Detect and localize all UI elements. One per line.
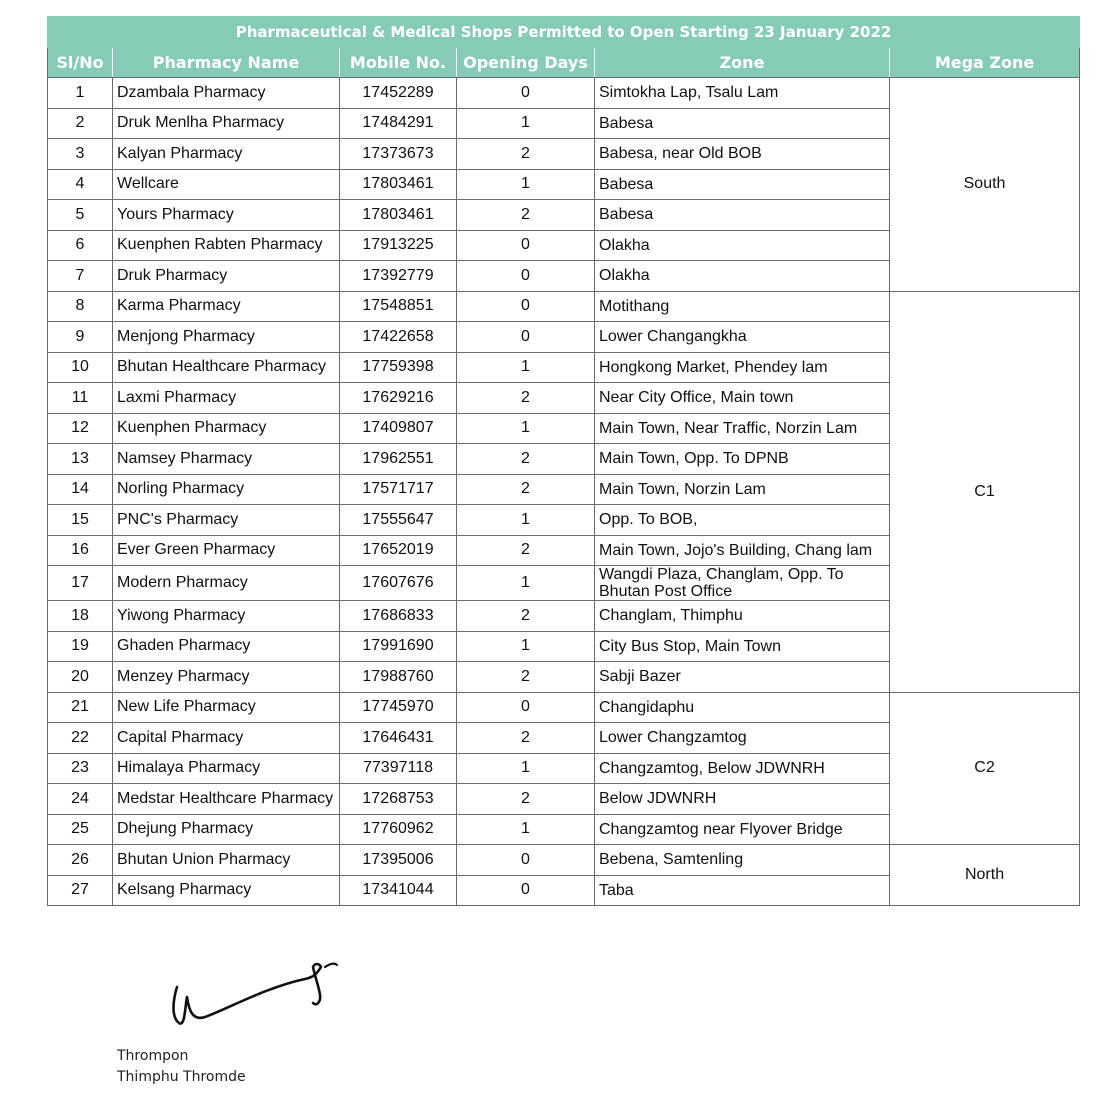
table-header-row — [48, 48, 1080, 78]
zone-cell: Lower Changangkha — [595, 322, 890, 353]
pharmacy-name-cell: Karma Pharmacy — [113, 291, 340, 322]
zone-cell: Sabji Bazer — [595, 662, 890, 693]
document — [47, 16, 1079, 906]
sl-no-cell: 6 — [48, 230, 113, 261]
pharmacy-name-cell: Dzambala Pharmacy — [113, 78, 340, 109]
opening-days-cell: 0 — [457, 230, 595, 261]
mobile-no-cell: 17571717 — [340, 474, 457, 505]
opening-days-cell: 1 — [457, 566, 595, 601]
pharmacy-name-cell: PNC's Pharmacy — [113, 505, 340, 536]
mobile-no-cell: 17452289 — [340, 78, 457, 109]
mobile-no-cell: 17629216 — [340, 383, 457, 414]
sl-no-cell: 16 — [48, 535, 113, 566]
mega-zone-cell: C2 — [890, 692, 1080, 845]
pharmacy-name-cell: Capital Pharmacy — [113, 723, 340, 754]
sl-no-cell: 8 — [48, 291, 113, 322]
opening-days-cell: 1 — [457, 814, 595, 845]
pharmacy-name-cell: Modern Pharmacy — [113, 566, 340, 601]
opening-days-cell: 2 — [457, 784, 595, 815]
pharmacy-name-cell: Yiwong Pharmacy — [113, 601, 340, 632]
opening-days-cell: 2 — [457, 601, 595, 632]
sl-no-cell: 11 — [48, 383, 113, 414]
mobile-no-cell: 17341044 — [340, 875, 457, 906]
sl-no-cell: 15 — [48, 505, 113, 536]
zone-cell: Main Town, Opp. To DPNB — [595, 444, 890, 475]
mobile-no-cell: 17555647 — [340, 505, 457, 536]
opening-days-cell: 1 — [457, 169, 595, 200]
zone-cell: Hongkong Market, Phendey lam — [595, 352, 890, 383]
signatory — [117, 1046, 246, 1088]
zone-cell: Motithang — [595, 291, 890, 322]
header-zone: Zone — [595, 48, 890, 78]
opening-days-cell: 0 — [457, 78, 595, 109]
sl-no-cell: 1 — [48, 78, 113, 109]
pharmacy-name-cell: Laxmi Pharmacy — [113, 383, 340, 414]
pharmacy-name-cell: Kuenphen Pharmacy — [113, 413, 340, 444]
mega-zone-cell: South — [890, 78, 1080, 292]
mega-zone-cell: North — [890, 845, 1080, 906]
opening-days-cell: 2 — [457, 444, 595, 475]
sl-no-cell: 2 — [48, 108, 113, 139]
pharmacy-name-cell: Himalaya Pharmacy — [113, 753, 340, 784]
zone-cell: Babesa, near Old BOB — [595, 139, 890, 170]
mobile-no-cell: 17803461 — [340, 200, 457, 231]
mobile-no-cell: 17395006 — [340, 845, 457, 876]
opening-days-cell: 1 — [457, 108, 595, 139]
pharmacy-name-cell: Namsey Pharmacy — [113, 444, 340, 475]
sl-no-cell: 23 — [48, 753, 113, 784]
sl-no-cell: 24 — [48, 784, 113, 815]
mobile-no-cell: 17422658 — [340, 322, 457, 353]
zone-cell: Babesa — [595, 169, 890, 200]
zone-cell: Changzamtog near Flyover Bridge — [595, 814, 890, 845]
opening-days-cell: 2 — [457, 383, 595, 414]
sl-no-cell: 10 — [48, 352, 113, 383]
opening-days-cell: 2 — [457, 723, 595, 754]
mobile-no-cell: 17745970 — [340, 692, 457, 723]
opening-days-cell: 0 — [457, 845, 595, 876]
opening-days-cell: 2 — [457, 139, 595, 170]
sl-no-cell: 17 — [48, 566, 113, 601]
table-row — [48, 692, 1080, 723]
sl-no-cell: 19 — [48, 631, 113, 662]
sl-no-cell: 3 — [48, 139, 113, 170]
pharmacy-name-cell: Norling Pharmacy — [113, 474, 340, 505]
zone-cell: Taba — [595, 875, 890, 906]
table-title-row — [48, 17, 1080, 48]
zone-cell: Babesa — [595, 108, 890, 139]
sl-no-cell: 18 — [48, 601, 113, 632]
mobile-no-cell: 17759398 — [340, 352, 457, 383]
opening-days-cell: 0 — [457, 875, 595, 906]
zone-cell: Near City Office, Main town — [595, 383, 890, 414]
pharmacy-name-cell: Ever Green Pharmacy — [113, 535, 340, 566]
zone-cell: Main Town, Near Traffic, Norzin Lam — [595, 413, 890, 444]
pharmacy-table — [47, 16, 1080, 906]
sl-no-cell: 21 — [48, 692, 113, 723]
zone-cell: Babesa — [595, 200, 890, 231]
sl-no-cell: 5 — [48, 200, 113, 231]
header-opening-days: Opening Days — [457, 48, 595, 78]
opening-days-cell: 1 — [457, 352, 595, 383]
opening-days-cell: 0 — [457, 692, 595, 723]
pharmacy-name-cell: Dhejung Pharmacy — [113, 814, 340, 845]
opening-days-cell: 1 — [457, 753, 595, 784]
zone-cell: Changzamtog, Below JDWNRH — [595, 753, 890, 784]
pharmacy-name-cell: Druk Menlha Pharmacy — [113, 108, 340, 139]
sl-no-cell: 14 — [48, 474, 113, 505]
opening-days-cell: 2 — [457, 474, 595, 505]
sl-no-cell: 27 — [48, 875, 113, 906]
opening-days-cell: 1 — [457, 413, 595, 444]
pharmacy-name-cell: Medstar Healthcare Pharmacy — [113, 784, 340, 815]
sl-no-cell: 12 — [48, 413, 113, 444]
header-mobile-no: Mobile No. — [340, 48, 457, 78]
mobile-no-cell: 17373673 — [340, 139, 457, 170]
sl-no-cell: 7 — [48, 261, 113, 292]
mobile-no-cell: 17962551 — [340, 444, 457, 475]
mobile-no-cell: 17548851 — [340, 291, 457, 322]
table-body — [48, 78, 1080, 906]
mobile-no-cell: 17913225 — [340, 230, 457, 261]
mobile-no-cell: 17392779 — [340, 261, 457, 292]
mobile-no-cell: 17646431 — [340, 723, 457, 754]
pharmacy-name-cell: Menzey Pharmacy — [113, 662, 340, 693]
pharmacy-name-cell: New Life Pharmacy — [113, 692, 340, 723]
sl-no-cell: 4 — [48, 169, 113, 200]
header-pharmacy-name: Pharmacy Name — [113, 48, 340, 78]
zone-cell: Changlam, Thimphu — [595, 601, 890, 632]
mobile-no-cell: 17760962 — [340, 814, 457, 845]
pharmacy-name-cell: Kalyan Pharmacy — [113, 139, 340, 170]
opening-days-cell: 2 — [457, 662, 595, 693]
header-sl-no: Sl/No — [48, 48, 113, 78]
pharmacy-name-cell: Menjong Pharmacy — [113, 322, 340, 353]
pharmacy-name-cell: Ghaden Pharmacy — [113, 631, 340, 662]
mobile-no-cell: 17988760 — [340, 662, 457, 693]
mobile-no-cell: 17409807 — [340, 413, 457, 444]
opening-days-cell: 0 — [457, 291, 595, 322]
zone-cell: City Bus Stop, Main Town — [595, 631, 890, 662]
table-row — [48, 845, 1080, 876]
mobile-no-cell: 17991690 — [340, 631, 457, 662]
pharmacy-name-cell: Druk Pharmacy — [113, 261, 340, 292]
table-row — [48, 291, 1080, 322]
sl-no-cell: 22 — [48, 723, 113, 754]
mobile-no-cell: 17652019 — [340, 535, 457, 566]
mobile-no-cell: 17803461 — [340, 169, 457, 200]
zone-cell: Main Town, Norzin Lam — [595, 474, 890, 505]
table-row — [48, 78, 1080, 109]
sl-no-cell: 20 — [48, 662, 113, 693]
mobile-no-cell: 17268753 — [340, 784, 457, 815]
sl-no-cell: 26 — [48, 845, 113, 876]
sl-no-cell: 9 — [48, 322, 113, 353]
header-mega-zone: Mega Zone — [890, 48, 1080, 78]
opening-days-cell: 0 — [457, 322, 595, 353]
mobile-no-cell: 77397118 — [340, 753, 457, 784]
opening-days-cell: 2 — [457, 200, 595, 231]
zone-cell: Simtokha Lap, Tsalu Lam — [595, 78, 890, 109]
pharmacy-name-cell: Yours Pharmacy — [113, 200, 340, 231]
zone-cell: Olakha — [595, 261, 890, 292]
opening-days-cell: 1 — [457, 631, 595, 662]
signatory-office: Thimphu Thromde — [117, 1069, 246, 1085]
mobile-no-cell: 17686833 — [340, 601, 457, 632]
signatory-name: Thrompon — [117, 1048, 189, 1064]
zone-cell: Bebena, Samtenling — [595, 845, 890, 876]
sl-no-cell: 25 — [48, 814, 113, 845]
opening-days-cell: 1 — [457, 505, 595, 536]
zone-cell: Below JDWNRH — [595, 784, 890, 815]
mega-zone-cell: C1 — [890, 291, 1080, 692]
pharmacy-name-cell: Kelsang Pharmacy — [113, 875, 340, 906]
pharmacy-name-cell: Bhutan Healthcare Pharmacy — [113, 352, 340, 383]
zone-cell: Olakha — [595, 230, 890, 261]
signature — [165, 945, 365, 1035]
pharmacy-name-cell: Wellcare — [113, 169, 340, 200]
mobile-no-cell: 17607676 — [340, 566, 457, 601]
opening-days-cell: 0 — [457, 261, 595, 292]
pharmacy-name-cell: Bhutan Union Pharmacy — [113, 845, 340, 876]
zone-cell: Changidaphu — [595, 692, 890, 723]
mobile-no-cell: 17484291 — [340, 108, 457, 139]
zone-cell: Lower Changzamtog — [595, 723, 890, 754]
sl-no-cell: 13 — [48, 444, 113, 475]
zone-cell: Opp. To BOB, — [595, 505, 890, 536]
zone-cell: Wangdi Plaza, Changlam, Opp. To Bhutan Post Office — [595, 566, 890, 601]
table-title: Pharmaceutical & Medical Shops Permitted to Open Starting 23 January 2022 — [48, 17, 1080, 48]
pharmacy-name-cell: Kuenphen Rabten Pharmacy — [113, 230, 340, 261]
opening-days-cell: 2 — [457, 535, 595, 566]
zone-cell: Main Town, Jojo's Building, Chang lam — [595, 535, 890, 566]
